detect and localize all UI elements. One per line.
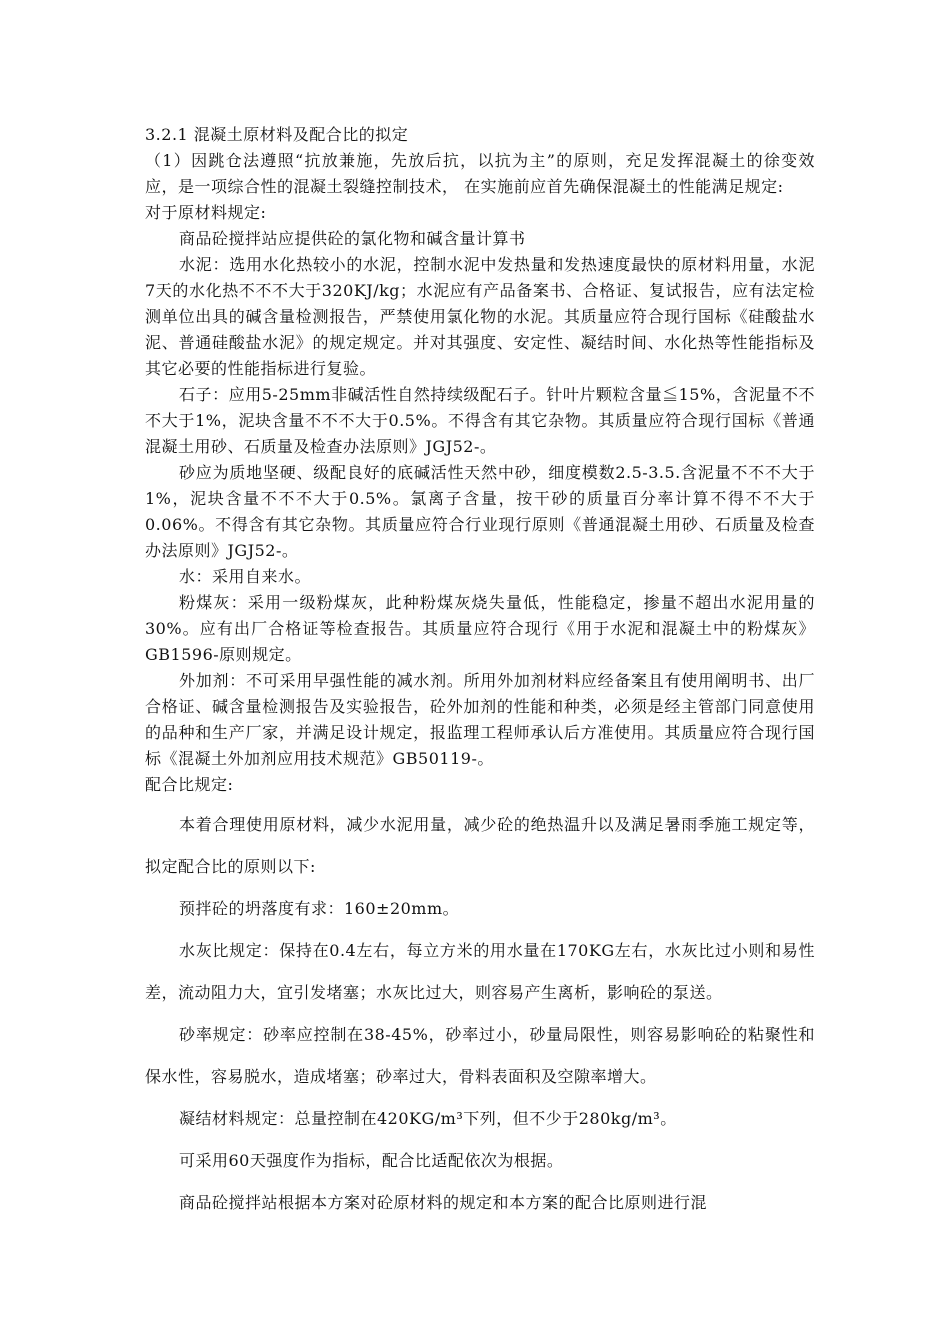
paragraph-flyash: 粉煤灰：采用一级粉煤灰，此种粉煤灰烧失量低，性能稳定，掺量不超出水泥用量的30%。应有出厂合格证等检查报告。其质量应符合现行《用于水泥和混凝土中的粉煤灰》GB1596-原则规定。	[145, 593, 815, 664]
paragraph-admixture: 外加剂：不可采用早强性能的减水剂。所用外加剂材料应经备案且有使用阐明书、出厂合格证、碱含量检测报告及实验报告，砼外加剂的性能和种类，必须是经主管部门同意使用的品种和生产厂家，并满足设计规定，报监理工程师承认后方准使用。其质量应符合现行国标《混凝土外加剂应用技术规范》GB50119-。	[145, 671, 815, 768]
paragraph-slump: 预拌砼的坍落度有求：160±20mm。	[179, 899, 460, 918]
paragraph-sand-ratio: 砂率规定：砂率应控制在38-45%，砂率过小，砂量局限性，则容易影响砼的粘聚性和保水性，容易脱水，造成堵塞；砂率过大，骨料表面积及空隙率增大。	[145, 1025, 815, 1086]
paragraph-stone: 石子：应用5-25mm非碱活性自然持续级配石子。针叶片颗粒含量≦15%，含泥量不不不大于1%，泥块含量不不不大于0.5%。不得含有其它杂物。其质量应符合现行国标《普通混凝土用砂、石质量及检查办法原则》JGJ52-。	[145, 385, 815, 456]
paragraph-binder: 凝结材料规定：总量控制在420KG/m³下列，但不少于280kg/m³。	[179, 1109, 677, 1128]
paragraph-water-cement-ratio: 水灰比规定：保持在0.4左右，每立方米的用水量在170KG左右，水灰比过小则和易性差，流动阻力大，宜引发堵塞；水灰比过大，则容易产生离析，影响砼的泵送。	[145, 941, 815, 1002]
paragraph-mix-principle: 本着合理使用原材料，减少水泥用量，减少砼的绝热温升以及满足暑雨季施工规定等，拟定配合比的原则以下:	[145, 815, 815, 876]
paragraph-60-day-strength: 可采用60天强度作为指标，配合比适配依次为根据。	[179, 1151, 564, 1170]
paragraph-water: 水：采用自来水。	[179, 567, 312, 586]
paragraph-cement: 水泥：选用水化热较小的水泥，控制水泥中发热量和发热速度最快的原材料用量，水泥7天的水化热不不不大于320KJ/kg；水泥应有产品备案书、合格证、复试报告，应有法定检测单位出具的碱含量检测报告，严禁使用氯化物的水泥。其质量应符合现行国标《硅酸盐水泥、普通硅酸盐水泥》的规定规定。并对其强度、安定性、凝结时间、水化热等性能指标及其它必要的性能指标进行复验。	[145, 255, 815, 378]
paragraph-mix-heading: 配合比规定:	[145, 775, 234, 794]
document-body	[145, 122, 815, 1224]
paragraph-sand: 砂应为质地坚硬、级配良好的底碱活性天然中砂，细度模数2.5-3.5.含泥量不不不大于1%，泥块含量不不不大于0.5%。氯离子含量，按干砂的质量百分率计算不得不不大于0.06%。不得含有其它杂物。其质量应符合行业现行原则《普通混凝土用砂、石质量及检查办法原则》JGJ52-。	[145, 463, 815, 560]
paragraph-materials-heading: 对于原材料规定:	[145, 203, 267, 222]
paragraph-mixing-station: 商品砼搅拌站根据本方案对砼原材料的规定和本方案的配合比原则进行混	[179, 1193, 708, 1212]
paragraph-intro: （1）因跳仓法遵照“抗放兼施，先放后抗，以抗为主”的原则，充足发挥混凝土的徐变效应，是一项综合性的混凝土裂缝控制技术， 在实施前应首先确保混凝土的性能满足规定:	[145, 151, 815, 196]
paragraph-chloride: 商品砼搅拌站应提供砼的氯化物和碱含量计算书	[179, 229, 526, 248]
section-heading: 3.2.1 混凝土原材料及配合比的拟定	[145, 125, 409, 144]
